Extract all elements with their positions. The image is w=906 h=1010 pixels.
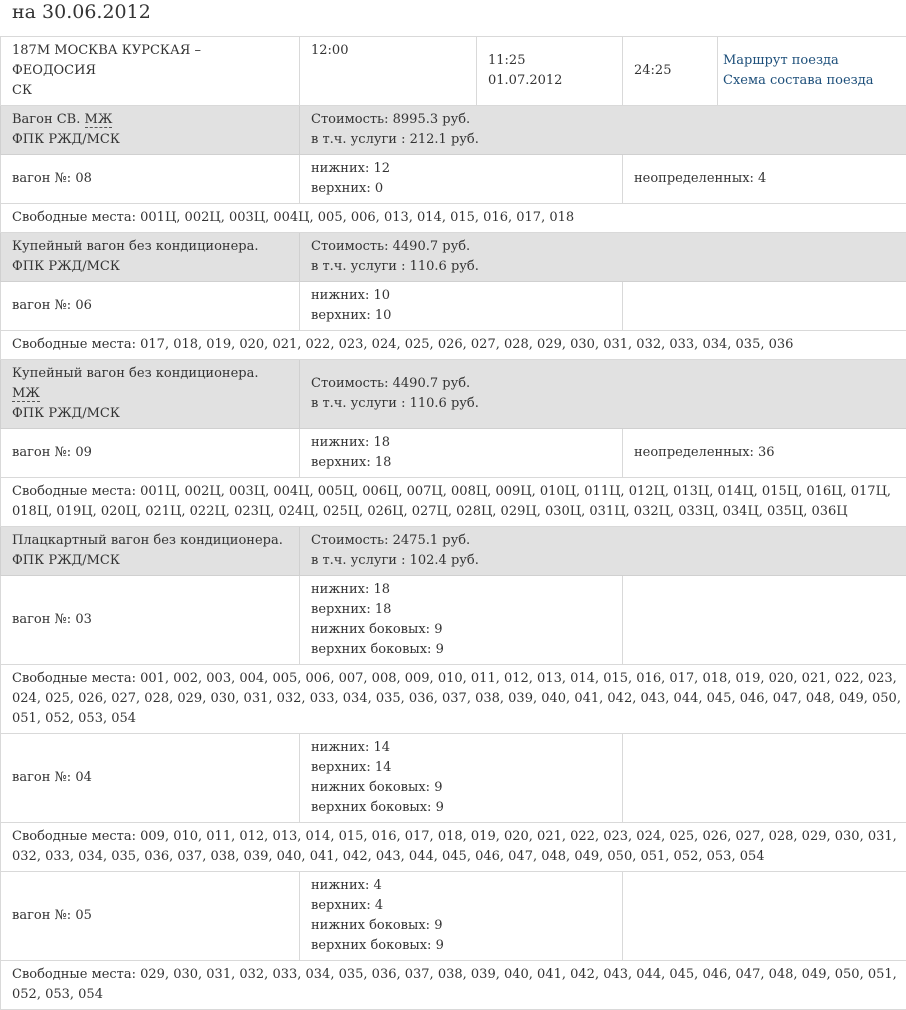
service-fee: в т.ч. услуги : 110.6 руб. (311, 394, 906, 414)
wagon-row (1, 282, 906, 331)
seat-count: нижних: 14 (311, 738, 611, 758)
service-fee: в т.ч. услуги : 102.4 руб. (311, 551, 906, 571)
seat-counts (300, 872, 623, 961)
train-name: 187М МОСКВА КУРСКАЯ – ФЕОДОСИЯ СК (1, 37, 300, 106)
free-seats-row (1, 961, 906, 1010)
carrier: ФПК РЖД/МСК (12, 257, 288, 277)
seat-count: верхних боковых: 9 (311, 640, 611, 660)
gender-tag: МЖ (12, 386, 40, 402)
car-price (300, 360, 906, 429)
free-seats: Свободные места: 017, 018, 019, 020, 021, 022, 023, 024, 025, 026, 027, 028, 029, 030, 031, 032, 033, 034, 035, 036 (1, 331, 906, 360)
car-class-row (1, 233, 906, 282)
service-fee: в т.ч. услуги : 110.6 руб. (311, 257, 906, 277)
wagon-row (1, 734, 906, 823)
train-availability-table (0, 36, 906, 1010)
seat-counts (300, 576, 623, 665)
car-price (300, 106, 906, 155)
free-seats-row (1, 823, 906, 872)
free-seats-row (1, 665, 906, 734)
car-type-label: Купейный вагон без кондиционера. (12, 239, 259, 254)
wagon-number: вагон №: 09 (1, 429, 300, 478)
carrier: ФПК РЖД/МСК (12, 130, 288, 150)
free-seats: Свободные места: 029, 030, 031, 032, 033, 034, 035, 036, 037, 038, 039, 040, 041, 042, 043, 044, 045, 046, 047, 048, 049, 050, 051, 052, 053, 054 (1, 961, 906, 1010)
undefined-seats (623, 282, 906, 331)
wagon-row (1, 576, 906, 665)
seat-count: верхних: 14 (311, 758, 611, 778)
undefined-seats (623, 734, 906, 823)
wagon-row (1, 155, 906, 204)
seat-count: верхних: 0 (311, 179, 611, 199)
wagon-number: вагон №: 06 (1, 282, 300, 331)
seat-count: нижних: 10 (311, 286, 611, 306)
undefined-seats: неопределенных: 4 (623, 155, 906, 204)
car-class-row (1, 360, 906, 429)
service-fee: в т.ч. услуги : 212.1 руб. (311, 130, 906, 150)
free-seats: Свободные места: 001Ц, 002Ц, 003Ц, 004Ц, 005Ц, 006Ц, 007Ц, 008Ц, 009Ц, 010Ц, 011Ц, 012Ц, 013Ц, 014Ц, 015Ц, 016Ц, 017Ц, 018Ц, 019Ц, 020Ц, 021Ц, 022Ц, 023Ц, 024Ц, 025Ц, 026Ц, 027Ц, 028Ц, 029Ц, 030Ц, 031Ц, 032Ц, 033Ц, 034Ц, 035Ц, 036Ц (1, 478, 906, 527)
seat-count: нижних боковых: 9 (311, 916, 611, 936)
free-seats-row (1, 478, 906, 527)
car-price (300, 233, 906, 282)
seat-count: верхних боковых: 9 (311, 798, 611, 818)
seat-count: нижних: 18 (311, 580, 611, 600)
wagon-number: вагон №: 03 (1, 576, 300, 665)
wagon-number: вагон №: 05 (1, 872, 300, 961)
car-type-label: Плацкартный вагон без кондиционера. (12, 533, 283, 548)
seat-counts (300, 282, 623, 331)
train-row (1, 37, 906, 106)
cost: Стоимость: 8995.3 руб. (311, 110, 906, 130)
seat-count: нижних боковых: 9 (311, 620, 611, 640)
cost: Стоимость: 4490.7 руб. (311, 374, 906, 394)
train-links (718, 37, 906, 106)
cost: Стоимость: 2475.1 руб. (311, 531, 906, 551)
seat-count: верхних боковых: 9 (311, 936, 611, 956)
departure-time: 12:00 (300, 37, 477, 106)
free-seats: Свободные места: 001, 002, 003, 004, 005, 006, 007, 008, 009, 010, 011, 012, 013, 014, 015, 016, 017, 018, 019, 020, 021, 022, 023, 024, 025, 026, 027, 028, 029, 030, 031, 032, 033, 034, 035, 036, 037, 038, 039, 040, 041, 042, 043, 044, 045, 046, 047, 048, 049, 050, 051, 052, 053, 054 (1, 665, 906, 734)
car-type (1, 527, 300, 576)
free-seats-row (1, 331, 906, 360)
seat-counts (300, 429, 623, 478)
wagon-row (1, 872, 906, 961)
route-link[interactable]: Маршрут поезда (723, 51, 906, 71)
car-type (1, 233, 300, 282)
arrival: 11:25 01.07.2012 (477, 37, 623, 106)
seat-count: верхних: 4 (311, 896, 611, 916)
cost: Стоимость: 4490.7 руб. (311, 237, 906, 257)
free-seats-row (1, 204, 906, 233)
scheme-link[interactable]: Схема состава поезда (723, 71, 906, 91)
car-type-label: Купейный вагон без кондиционера. (12, 366, 259, 381)
travel-duration: 24:25 (623, 37, 718, 106)
car-class-row (1, 527, 906, 576)
gender-tag: МЖ (85, 112, 113, 128)
seat-count: верхних: 10 (311, 306, 611, 326)
undefined-seats (623, 872, 906, 961)
page-title: на 30.06.2012 (12, 0, 151, 24)
free-seats: Свободные места: 009, 010, 011, 012, 013, 014, 015, 016, 017, 018, 019, 020, 021, 022, 023, 024, 025, 026, 027, 028, 029, 030, 031, 032, 033, 034, 035, 036, 037, 038, 039, 040, 041, 042, 043, 044, 045, 046, 047, 048, 049, 050, 051, 052, 053, 054 (1, 823, 906, 872)
undefined-seats: неопределенных: 36 (623, 429, 906, 478)
free-seats: Свободные места: 001Ц, 002Ц, 003Ц, 004Ц, 005, 006, 013, 014, 015, 016, 017, 018 (1, 204, 906, 233)
seat-counts (300, 155, 623, 204)
seat-count: нижних: 12 (311, 159, 611, 179)
car-price (300, 527, 906, 576)
wagon-number: вагон №: 04 (1, 734, 300, 823)
car-type (1, 360, 300, 429)
car-type (1, 106, 300, 155)
seat-counts (300, 734, 623, 823)
carrier: ФПК РЖД/МСК (12, 551, 288, 571)
wagon-number: вагон №: 08 (1, 155, 300, 204)
car-type-label: Вагон СВ. (12, 112, 80, 127)
seat-count: верхних: 18 (311, 600, 611, 620)
seat-count: нижних: 18 (311, 433, 611, 453)
seat-count: нижних боковых: 9 (311, 778, 611, 798)
carrier: ФПК РЖД/МСК (12, 404, 288, 424)
car-class-row (1, 106, 906, 155)
undefined-seats (623, 576, 906, 665)
wagon-row (1, 429, 906, 478)
seat-count: нижних: 4 (311, 876, 611, 896)
seat-count: верхних: 18 (311, 453, 611, 473)
